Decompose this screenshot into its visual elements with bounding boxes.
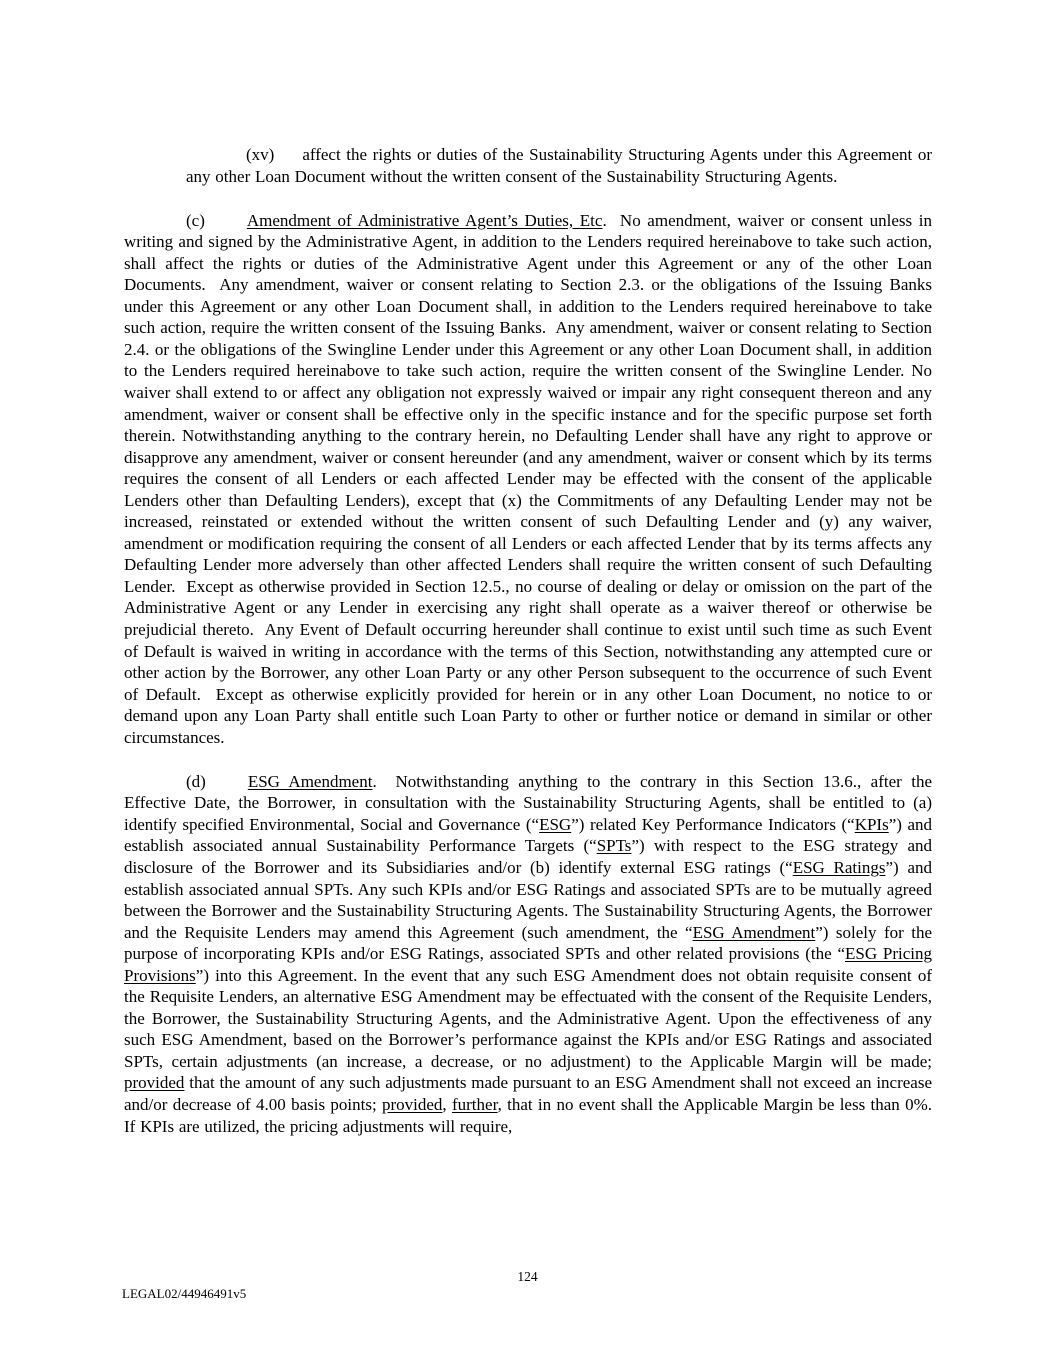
underlined-term: KPIs: [854, 814, 889, 834]
underlined-term: ESG Pricing Provisions: [124, 944, 932, 985]
text-run: . Notwithstanding anything to the contrary in this Section 13.6., after the Effective Date, the Borrower, in consultation with the Sustainability Structuring Agents, shall be entitled to (a) identify specified Environmental, Social and Governance (“: [124, 771, 932, 834]
text-run: ”) with respect to the ESG strategy and disclosure of the Borrower and its Subsidiaries and/or (b) identify external ESG ratings (“: [124, 836, 932, 877]
underlined-term: ESG: [539, 814, 572, 834]
underlined-term: provided: [124, 1073, 185, 1093]
text-run: (d): [186, 771, 206, 791]
text-run: ,: [442, 1094, 452, 1114]
text-run: ”) and establish associated annual Sustainability Performance Targets (“: [124, 814, 932, 856]
text-run: ”) related Key Performance Indicators (“: [571, 814, 855, 834]
text-run: that the amount of any such adjustments made pursuant to an ESG Amendment shall not exceed an increase and/or decrease of 4.00 basis points;: [124, 1073, 932, 1114]
text-run: ”) into this Agreement. In the event that any such ESG Amendment does not obtain requisite consent of the Requisite Lenders, an alternative ESG Amendment may be effectuated with the consent of the Requisite Lenders, the Borrower, the Sustainability Structuring Agents, and the Administrative Agent. Upon the effectiveness of any such ESG Amendment, based on the Borrower’s performance against the KPIs and/or ESG Ratings and associated SPTs, certain adjustments (an increase, a decrease, or no adjustment) to the Applicable Margin will be made;: [124, 965, 932, 1071]
text-run: , that in no event shall the Applicable Margin be less than 0%. If KPIs are utilized, the pricing adjustments will require,: [124, 1094, 933, 1136]
underlined-term: Amendment of Administrative Agent’s Duties, Etc: [246, 210, 603, 230]
underlined-term: ESG Amendment: [692, 922, 816, 942]
text-run: ”) and establish associated annual SPTs. Any such KPIs and/or ESG Ratings and associated SPTs are to be mutually agreed between the Borrower and the Sustainability Structuring Agents. The Sustainability Structuring Agents, the Borrower and the Requisite Lenders may amend this Agreement (such amendment, the “: [124, 857, 932, 942]
clause-xv: [186, 144, 932, 187]
text-run: affect the rights or duties of the Sustainability Structuring Agents under this Agreement or any other Loan Document without the written consent of the Sustainability Structuring Agents.: [186, 145, 932, 186]
text-run: (c): [186, 210, 205, 230]
underlined-term: provided: [381, 1094, 443, 1114]
page-content: [124, 144, 932, 1137]
clause-d: [124, 771, 932, 1137]
clause-c: [124, 210, 932, 749]
text-run: (xv): [246, 145, 275, 164]
document-id-footer: LEGAL02/44946491v5: [122, 1286, 247, 1301]
underlined-term: SPTs: [596, 836, 632, 856]
underlined-term: ESG Amendment: [247, 771, 373, 791]
underlined-term: ESG Ratings: [792, 857, 886, 877]
text-run: ”) solely for the purpose of incorporating KPIs and/or ESG Ratings, associated SPTs and other related provisions (the “: [124, 922, 933, 964]
underlined-term: further: [451, 1094, 498, 1114]
page-number: 124: [517, 1269, 538, 1284]
text-run: . No amendment, waiver or consent unless in writing and signed by the Administrative Agent, in addition to the Lenders required hereinabove to take such action, shall affect the rights or duties of the Administrative Agent under this Agreement or any of the other Loan Documents. Any amendment, waiver or consent relating to Section 2.3. or the obligations of the Issuing Banks under this Agreement or any other Loan Document shall, in addition to the Lenders required hereinabove to take such action, require the written consent of the Issuing Banks. Any amendment, waiver or consent relating to Section 2.4. or the obligations of the Swingline Lender under this Agreement or any other Loan Document shall, in addition to the Lenders required hereinabove to take such action, require the written consent of the Swingline Lender. No waiver shall extend to or affect any obligation not expressly waived or impair any right consequent thereon and any amendment, waiver or consent shall be effective only in the specific instance and for the specific purpose set forth therein. Notwithstanding anything to the contrary herein, no Defaulting Lender shall have any right to approve or disapprove any amendment, waiver or consent hereunder (and any amendment, waiver or consent which by its terms requires the consent of all Lenders or each affected Lender may be effected with the consent of the applicable Lenders other than Defaulting Lenders), except that (x) the Commitments of any Defaulting Lender may not be increased, reinstated or extended without the written consent of such Defaulting Lender and (y) any waiver, amendment or modification requiring the consent of all Lenders or each affected Lender that by its terms affects any Defaulting Lender more adversely than other affected Lenders shall require the written consent of such Defaulting Lender. Except as otherwise provided in Section 12.5., no course of dealing or delay or omission on the part of the Administrative Agent or any Lender in exercising any right shall operate as a waiver thereof or otherwise be prejudicial thereto. Any Event of Default occurring hereunder shall continue to exist until such time as such Event of Default is waived in writing in accordance with the terms of this Section, notwithstanding any attempted cure or other action by the Borrower, any other Loan Party or any other Person subsequent to the occurrence of such Event of Default. Except as otherwise explicitly provided for herein or in any other Loan Document, no notice to or demand upon any Loan Party shall entitle such Loan Party to other or further notice or demand in similar or other circumstances.: [124, 210, 932, 747]
